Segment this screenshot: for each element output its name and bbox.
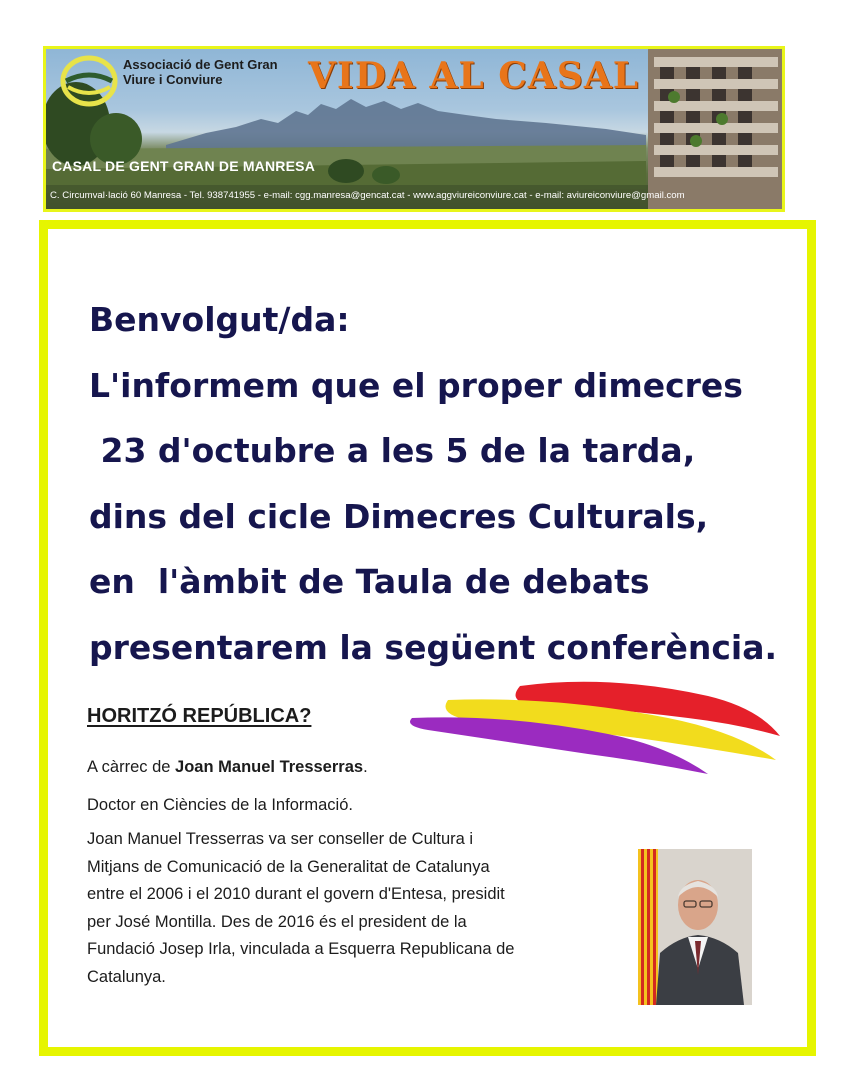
bio-line: per José Montilla. Des de 2016 és el president de la bbox=[87, 912, 467, 931]
contact-info: C. Circumval·lació 60 Manresa - Tel. 938741955 - e-mail: cgg.manresa@gencat.cat - www.aggviureiconviure.cat - e-mail: aviureiconviure@gmail.com bbox=[50, 190, 685, 201]
association-name-line1: Associació de Gent Gran bbox=[123, 57, 278, 72]
casal-name: CASAL DE GENT GRAN DE MANRESA bbox=[52, 158, 316, 174]
bio-line: entre el 2006 i el 2010 durant el govern d'Entesa, presidit bbox=[87, 885, 505, 903]
invitation-greeting: Benvolgut/da: bbox=[89, 300, 350, 339]
speaker-prefix: A càrrec de bbox=[87, 758, 176, 776]
speaker-bio bbox=[87, 826, 627, 991]
bio-line: Mitjans de Comunicació de la Generalitat de Catalunya bbox=[87, 857, 490, 876]
speaker-photo bbox=[638, 849, 752, 1005]
association-name-line2: Viure i Conviure bbox=[123, 72, 223, 87]
invitation-line: L'informem que el proper dimecres bbox=[89, 365, 743, 405]
invitation-line: en l'àmbit de Taula de debats bbox=[89, 562, 650, 601]
announcement-frame bbox=[39, 220, 816, 1056]
invitation-line: 23 d'octubre a les 5 de la tarda, bbox=[89, 431, 696, 470]
speaker-line bbox=[87, 754, 368, 780]
association-name bbox=[123, 57, 278, 87]
bio-line: Joan Manuel Tresserras va ser conseller de Cultura i bbox=[87, 830, 474, 848]
newsletter-title: VIDA AL CASAL bbox=[308, 55, 640, 97]
speaker-degree: Doctor en Ciències de la Informació. bbox=[87, 796, 353, 814]
talk-title: HORITZÓ REPÚBLICA? bbox=[87, 705, 312, 727]
invitation-text bbox=[89, 287, 789, 680]
republican-flag-brush-image bbox=[408, 674, 788, 804]
bio-line: Catalunya. bbox=[87, 967, 166, 986]
speaker-name: Joan Manuel Tresserras bbox=[175, 758, 364, 776]
association-logo-icon bbox=[60, 55, 118, 107]
invitation-line: presentarem la següent conferència. bbox=[89, 627, 778, 667]
invitation-line: dins del cicle Dimecres Culturals, bbox=[89, 496, 709, 536]
bio-line: Fundació Josep Irla, vinculada a Esquerra Republicana de bbox=[87, 940, 515, 958]
speaker-suffix: . bbox=[363, 758, 368, 776]
header-banner bbox=[43, 46, 785, 212]
